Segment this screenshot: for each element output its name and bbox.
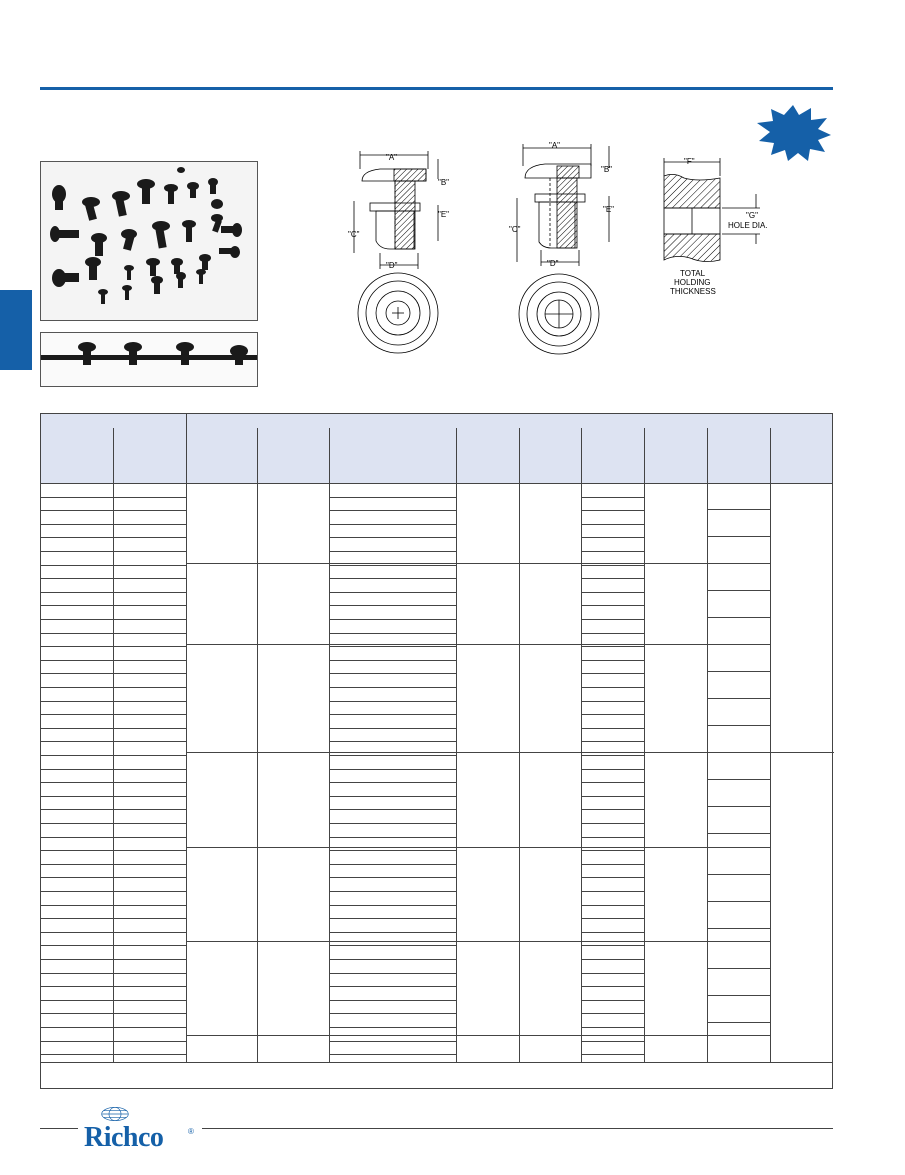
table-row-divider <box>581 769 644 770</box>
table-row-divider <box>329 687 456 688</box>
table-row-divider <box>581 837 644 838</box>
table-row-divider <box>41 755 186 756</box>
table-row-divider <box>329 837 456 838</box>
label-e: "E" <box>438 210 450 219</box>
table-row-divider <box>581 537 644 538</box>
table-subgroup-divider <box>707 995 770 996</box>
label-g: "G" <box>746 211 758 220</box>
label-a: "A" <box>549 141 561 150</box>
table-row-divider <box>41 633 186 634</box>
table-row-divider <box>581 864 644 865</box>
table-row-divider <box>41 986 186 987</box>
table-row-divider <box>329 741 456 742</box>
table-row-divider <box>581 796 644 797</box>
table-row-divider <box>581 1041 644 1042</box>
table-row-divider <box>581 850 644 851</box>
registered-mark: ® <box>188 1127 194 1136</box>
table-group-divider <box>186 847 770 848</box>
table-row-divider <box>581 823 644 824</box>
table-row-divider <box>581 986 644 987</box>
table-column-divider <box>707 428 708 1062</box>
table-row-divider <box>329 714 456 715</box>
table-subgroup-divider <box>707 928 770 929</box>
table-row-divider <box>41 1027 186 1028</box>
table-row-divider <box>329 565 456 566</box>
table-row-divider <box>581 741 644 742</box>
table-row-divider <box>329 1041 456 1042</box>
table-row-divider <box>329 537 456 538</box>
rivet-diagram-a <box>340 145 460 375</box>
table-row-divider <box>41 701 186 702</box>
table-row-divider <box>41 551 186 552</box>
table-subgroup-divider <box>707 725 770 726</box>
table-row-divider <box>41 565 186 566</box>
table-row-divider <box>581 687 644 688</box>
table-group-divider <box>186 644 770 645</box>
label-e: "E" <box>603 205 615 214</box>
table-row-divider <box>41 646 186 647</box>
table-subgroup-divider <box>707 779 770 780</box>
label-holding: HOLDING <box>674 278 711 287</box>
table-row-divider <box>581 932 644 933</box>
table-row-divider <box>329 755 456 756</box>
table-row-divider <box>581 973 644 974</box>
table-subgroup-divider <box>707 590 770 591</box>
table-row-divider <box>41 796 186 797</box>
table-row-divider <box>581 633 644 634</box>
table-row-divider <box>329 823 456 824</box>
table-row-divider <box>41 905 186 906</box>
table-row-divider <box>581 701 644 702</box>
table-subgroup-divider <box>707 1022 770 1023</box>
table-row-divider <box>41 728 186 729</box>
table-row-divider <box>581 619 644 620</box>
section-tab <box>0 290 32 370</box>
table-row-divider <box>581 673 644 674</box>
table-column-divider <box>186 428 187 1062</box>
product-inline-photo <box>40 332 258 387</box>
table-row-divider <box>41 592 186 593</box>
table-group-divider <box>186 563 770 564</box>
table-subgroup-divider <box>707 671 770 672</box>
table-row-divider <box>329 809 456 810</box>
label-hole-dia: HOLE DIA. <box>728 221 768 230</box>
table-footnote <box>41 1062 832 1090</box>
table-row-divider <box>41 945 186 946</box>
table-row-divider <box>41 782 186 783</box>
table-row-divider <box>41 673 186 674</box>
table-row-divider <box>329 728 456 729</box>
table-row-divider <box>41 687 186 688</box>
table-row-divider <box>329 850 456 851</box>
table-row-divider <box>329 1000 456 1001</box>
table-row-divider <box>41 809 186 810</box>
label-d: "D" <box>386 261 398 270</box>
table-row-divider <box>581 891 644 892</box>
table-row-divider <box>581 524 644 525</box>
table-row-divider <box>329 918 456 919</box>
table-row-divider <box>329 796 456 797</box>
label-total: TOTAL <box>680 269 706 278</box>
table-row-divider <box>41 837 186 838</box>
table-column-divider <box>644 428 645 1062</box>
table-row-divider <box>581 755 644 756</box>
table-row-divider <box>581 605 644 606</box>
table-subgroup-divider <box>707 874 770 875</box>
table-group-divider <box>186 1035 770 1036</box>
table-subgroup-divider <box>707 509 770 510</box>
table-header-band <box>41 414 832 429</box>
table-row-divider <box>41 660 186 661</box>
label-d: "D" <box>547 259 559 268</box>
table-column-divider <box>456 428 457 1062</box>
table-row-divider <box>329 592 456 593</box>
table-column-divider <box>519 428 520 1062</box>
table-row-divider <box>581 660 644 661</box>
table-row-divider <box>329 891 456 892</box>
table-row-divider <box>41 578 186 579</box>
table-subgroup-divider <box>707 617 770 618</box>
table-row-divider <box>41 823 186 824</box>
table-row-divider <box>329 973 456 974</box>
table-subgroup-divider <box>707 833 770 834</box>
table-row-divider <box>41 714 186 715</box>
table-row-divider <box>41 877 186 878</box>
table-row-divider <box>329 769 456 770</box>
table-row-divider <box>41 1054 186 1055</box>
table-row-divider <box>581 646 644 647</box>
table-row-divider <box>41 497 186 498</box>
table-row-divider <box>581 714 644 715</box>
table-row-divider <box>41 850 186 851</box>
table-subgroup-divider <box>707 968 770 969</box>
table-row-divider <box>581 592 644 593</box>
table-group-divider <box>186 941 770 942</box>
product-photo <box>40 161 258 321</box>
label-b: "B" <box>438 178 450 187</box>
table-row-divider <box>41 864 186 865</box>
table-row-divider <box>329 945 456 946</box>
table-row-divider <box>581 945 644 946</box>
table-row-divider <box>581 1013 644 1014</box>
table-row-divider <box>41 1013 186 1014</box>
table-row-divider <box>329 633 456 634</box>
brand-logo: Richco <box>84 1122 164 1153</box>
table-row-divider <box>41 959 186 960</box>
table-row-divider <box>41 918 186 919</box>
table-row-divider <box>329 660 456 661</box>
table-row-divider <box>41 932 186 933</box>
table-row-divider <box>41 741 186 742</box>
table-row-divider <box>329 524 456 525</box>
label-a: "A" <box>386 153 398 162</box>
hole-diagram <box>650 152 780 302</box>
table-row-divider <box>581 877 644 878</box>
table-row-divider <box>581 1054 644 1055</box>
table-row-divider <box>41 605 186 606</box>
table-row-divider <box>41 537 186 538</box>
label-f: "F" <box>684 157 695 166</box>
table-row-divider <box>41 1041 186 1042</box>
table-row-divider <box>329 864 456 865</box>
table-row-divider <box>329 701 456 702</box>
table-row-divider <box>329 986 456 987</box>
table-row-divider <box>329 605 456 606</box>
table-subgroup-divider <box>707 806 770 807</box>
table-row-divider <box>41 510 186 511</box>
table-row-divider <box>581 565 644 566</box>
table-column-divider <box>257 428 258 1062</box>
table-row-divider <box>581 959 644 960</box>
table-row-divider <box>581 809 644 810</box>
table-row-divider <box>41 769 186 770</box>
table-row-divider <box>329 673 456 674</box>
table-row-divider <box>41 891 186 892</box>
table-subgroup-divider <box>707 536 770 537</box>
table-subgroup-divider <box>707 901 770 902</box>
label-c: "C" <box>348 230 360 239</box>
rivet-diagram-b <box>505 138 625 373</box>
table-row-divider <box>581 510 644 511</box>
top-rule <box>40 87 833 90</box>
table-row-divider <box>329 905 456 906</box>
table-row-divider <box>581 1027 644 1028</box>
globe-icon <box>95 1104 135 1124</box>
table-column-headers <box>41 428 832 484</box>
label-c: "C" <box>509 225 521 234</box>
table-row-divider <box>329 877 456 878</box>
table-row-divider <box>41 524 186 525</box>
table-row-divider <box>581 578 644 579</box>
table-row-divider <box>329 619 456 620</box>
table-row-divider <box>329 551 456 552</box>
table-row-divider <box>581 918 644 919</box>
table-row-divider <box>581 497 644 498</box>
label-thickness: THICKNESS <box>670 287 716 296</box>
table-row-divider <box>41 1000 186 1001</box>
table-row-divider <box>581 1000 644 1001</box>
table-row-divider <box>329 646 456 647</box>
table-row-divider <box>329 1027 456 1028</box>
table-subgroup-divider <box>707 698 770 699</box>
table-row-divider <box>581 728 644 729</box>
label-b: "B" <box>601 165 613 174</box>
table-group-divider <box>186 752 770 753</box>
table-row-divider <box>329 959 456 960</box>
table-row-divider <box>329 497 456 498</box>
table-row-divider <box>581 782 644 783</box>
table-row-divider <box>581 551 644 552</box>
table-row-divider <box>329 932 456 933</box>
table-row-divider <box>329 578 456 579</box>
spec-table <box>40 413 833 1089</box>
table-row-divider <box>41 619 186 620</box>
table-row-divider <box>581 905 644 906</box>
table-row-divider <box>329 1054 456 1055</box>
table-row-divider <box>329 510 456 511</box>
table-row-divider <box>41 973 186 974</box>
table-row-divider <box>329 1013 456 1014</box>
table-row-divider <box>329 782 456 783</box>
table-column-divider <box>770 428 771 1062</box>
table-group-divider <box>770 752 834 753</box>
